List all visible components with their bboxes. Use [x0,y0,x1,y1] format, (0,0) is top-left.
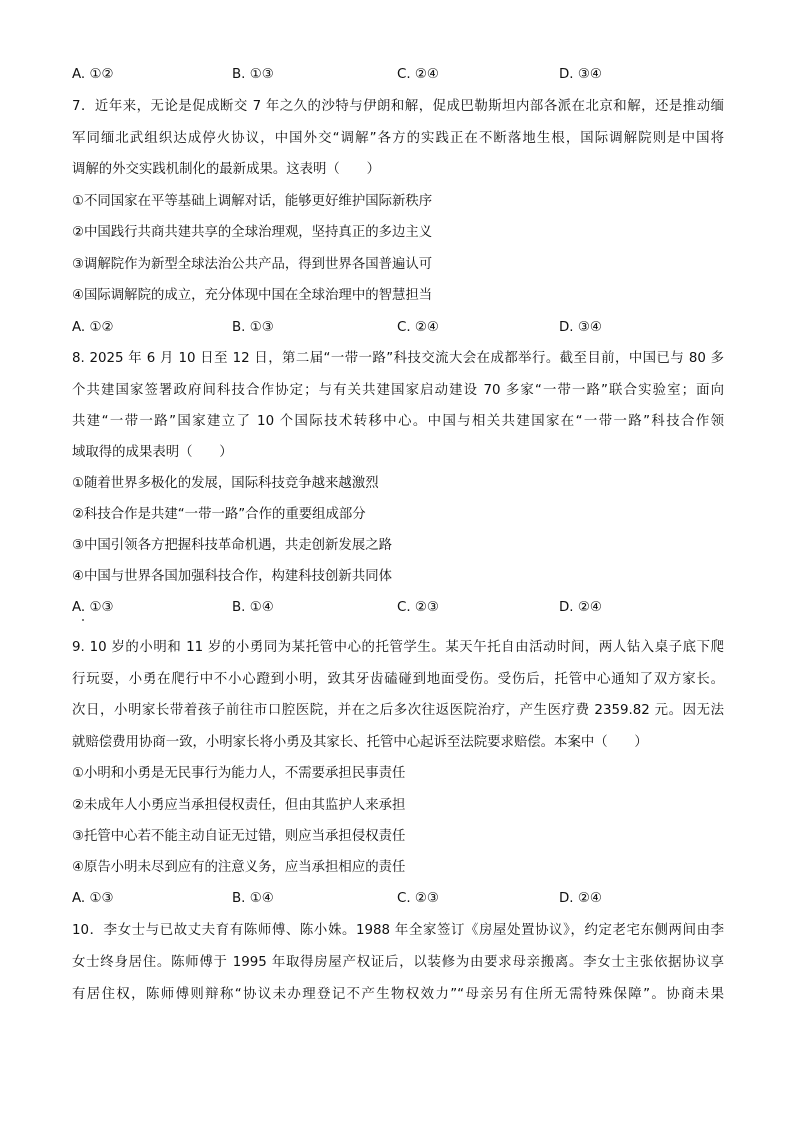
q9-statement: ①小明和小勇是无民事行为能力人，不需要承担民事责任 [72,766,406,781]
option-c: C. ②③ [397,600,439,615]
q9-options [72,889,724,909]
option-c: C. ②③ [397,891,439,906]
q7-stem-line: 7．近年来，无论是促成断交 7 年之久的沙特与伊朗和解，促成巴勒斯坦内部各派在北京和解，还是推动缅 [72,99,724,114]
q8-stem-line: 域取得的成果表明（ ） [72,445,233,460]
q10-stem-line: 女士终身居住。陈师傅于 1995 年取得房屋产权证后，以装修为由要求母亲搬离。李女士主张依据协议享 [72,955,724,970]
q7-statement: ④国际调解院的成立，充分体现中国在全球治理中的智慧担当 [72,288,433,303]
q7-options [72,318,724,338]
q7-stem-line: 调解的外交实践机制化的最新成果。这表明（ ） [72,162,380,177]
q8-stem-line: 8. 2025 年 6 月 10 日至 12 日，第二届“一带一路”科技交流大会在成都举行。截至目前，中国已与 80 多 [72,351,724,366]
q7-statement: ③调解院作为新型全球法治公共产品，得到世界各国普遍认可 [72,257,433,272]
q8-stem-line: 个共建国家签署政府间科技合作协定；与有关共建国家启动建设 70 多家“一带一路”联合实验室；面向 [72,383,724,398]
q8-statement: ②科技合作是共建“一带一路”合作的重要组成部分 [72,507,366,522]
option-a: A. ①③ [72,600,114,615]
q10-stem-line: 有居住权，陈师傅则辩称“协议未办理登记不产生物权效力”“母亲另有住所无需特殊保障”。协商未果 [72,987,724,1002]
q6-options [72,65,724,85]
q10-stem-line: 10．李女士与已故丈夫育有陈师傅、陈小姝。1988 年全家签订《房屋处置协议》，约定老宅东侧两间由李 [72,923,724,938]
stray-mark [82,619,84,621]
q9-stem-line: 9. 10 岁的小明和 11 岁的小勇同为某托管中心的托管学生。某天午托自由活动时间，两人钻入桌子底下爬 [72,640,724,655]
option-d: D. ②④ [559,891,602,906]
q9-stem-line: 就赔偿费用协商一致，小明家长将小勇及其家长、托管中心起诉至法院要求赔偿。本案中（ ） [72,735,648,750]
q8-statement: ①随着世界多极化的发展，国际科技竞争越来越激烈 [72,476,379,491]
q9-statement: ②未成年人小勇应当承担侵权责任，但由其监护人来承担 [72,798,406,813]
option-a: A. ①② [72,67,114,82]
q8-options [72,598,724,618]
option-d: D. ②④ [559,600,602,615]
q8-stem-line: 共建“一带一路”国家建立了 10 个国际技术转移中心。中国与相关共建国家在“一带一路”科技合作领 [72,414,724,429]
option-c: C. ②④ [397,67,439,82]
q7-statement: ②中国践行共商共建共享的全球治理观，坚持真正的多边主义 [72,225,433,240]
option-d: D. ③④ [559,67,602,82]
option-a: A. ①③ [72,891,114,906]
q7-statement: ①不同国家在平等基础上调解对话，能够更好维护国际新秩序 [72,194,433,209]
q9-stem-line: 次日，小明家长带着孩子前往市口腔医院，并在之后多次往返医院治疗，产生医疗费 2359.82 元。因无法 [72,703,724,718]
q7-stem-line: 军同缅北武组织达成停火协议，中国外交“调解”各方的实践正在不断落地生根，国际调解院则是中国将 [72,131,724,146]
option-c: C. ②④ [397,320,439,335]
option-b: B. ①③ [232,320,274,335]
q9-stem-line: 行玩耍，小勇在爬行中不小心蹬到小明，致其牙齿磕碰到地面受伤。受伤后，托管中心通知了双方家长。 [72,672,724,687]
q8-statement: ③中国引领各方把握科技革命机遇，共走创新发展之路 [72,538,392,553]
option-b: B. ①④ [232,600,274,615]
option-b: B. ①④ [232,891,274,906]
option-b: B. ①③ [232,67,274,82]
option-d: D. ③④ [559,320,602,335]
q9-statement: ③托管中心若不能主动自证无过错，则应当承担侵权责任 [72,829,406,844]
q8-statement: ④中国与世界各国加强科技合作，构建科技创新共同体 [72,569,392,584]
q9-statement: ④原告小明未尽到应有的注意义务，应当承担相应的责任 [72,860,406,875]
option-a: A. ①② [72,320,114,335]
